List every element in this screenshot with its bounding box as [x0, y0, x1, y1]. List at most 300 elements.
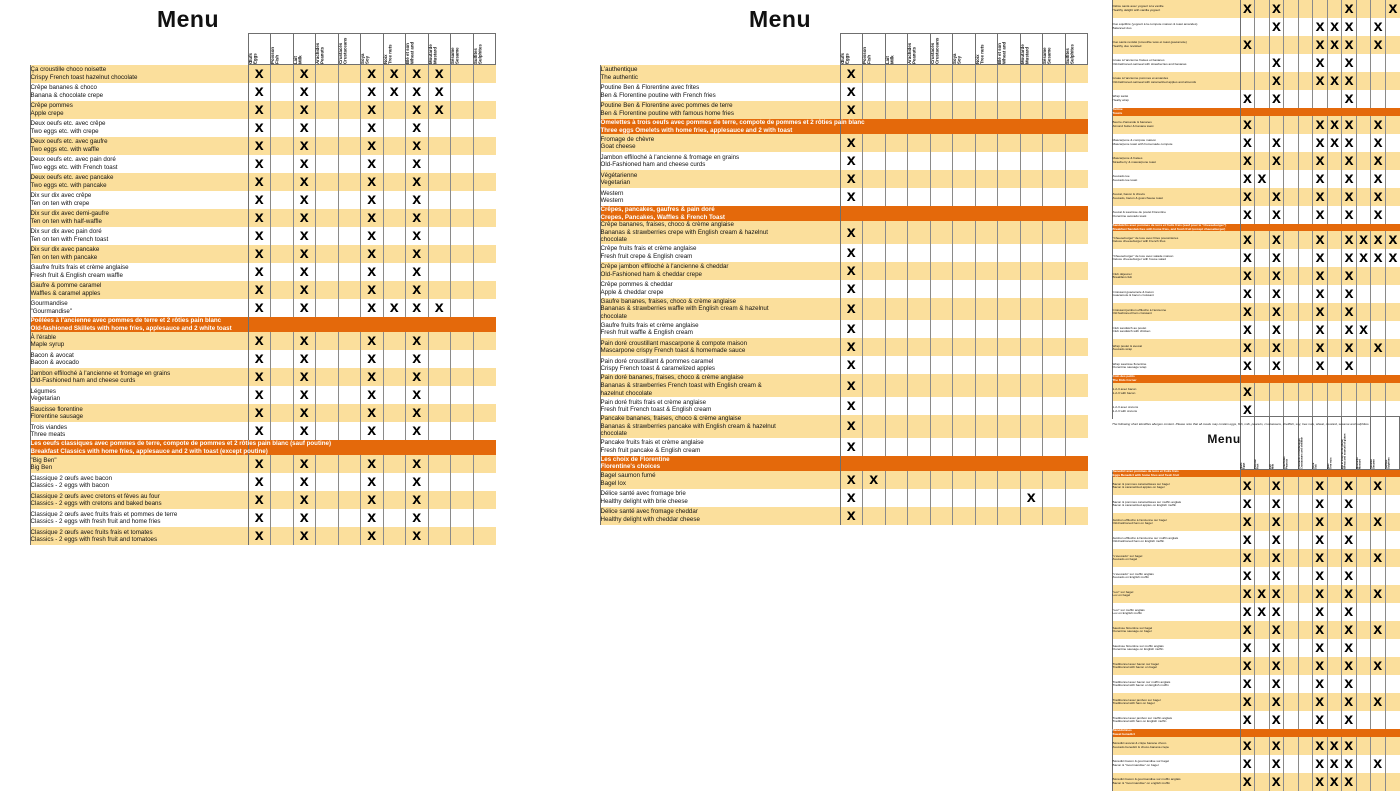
allergen-header-cell — [885, 34, 908, 65]
menu-item-label-fr: Bénédict avocat & crêpe banane choco — [1112, 741, 1167, 746]
menu-item-label-en: Breakfast Sandwiches with home fries, and fresh fruit (except cheeseburger) — [1112, 226, 1226, 231]
menu-item-name — [1112, 36, 1240, 54]
allergen-mark-cell — [1298, 531, 1313, 549]
menu-item-label-en-cont: chocolate — [600, 430, 627, 438]
allergen-mark-cell — [271, 209, 294, 227]
allergen-mark-cell: x — [361, 119, 384, 137]
allergen-mark-cell: x — [406, 368, 429, 386]
menu-item-name — [30, 386, 248, 404]
allergen-mark-cell — [383, 350, 406, 368]
allergen-mark-cell — [316, 281, 339, 299]
menu-item-name — [1112, 116, 1240, 134]
menu-item-label-fr: Les oeufs classiques avec pommes de terre, compote de pommes et 2 rôties pain blanc (sauf poutine) — [30, 440, 332, 448]
allergen-mark-cell — [1298, 639, 1313, 657]
allergen-mark-cell — [908, 280, 931, 298]
menu-item-label-en: Eggs Benedict with home fries and fresh fruit — [1112, 472, 1180, 477]
allergen-mark-cell — [1298, 603, 1313, 621]
allergen-mark-cell — [1269, 383, 1284, 401]
menu-item-name — [1112, 513, 1240, 531]
menu-item-label-en: Two eggs etc. with waffle — [30, 146, 100, 153]
table-row — [592, 101, 1088, 119]
allergen-mark-cell: x — [840, 244, 863, 262]
allergen-mark-cell — [1284, 54, 1299, 72]
menu-item-label-fr: Crêpe bananes & choco — [30, 84, 97, 92]
menu-item-label-fr: "Lox" sur muffin anglais — [1112, 607, 1145, 612]
section-label — [600, 456, 840, 471]
allergen-mark-cell — [1020, 438, 1043, 456]
allergen-mark-cell — [1020, 170, 1043, 188]
menu-item-label-en: Healthy duo revisited — [1112, 44, 1142, 48]
table-body-right-top — [1108, 0, 1400, 419]
allergen-mark-cell: x — [1342, 657, 1357, 675]
row-gutter — [592, 456, 600, 471]
allergen-mark-cell — [383, 404, 406, 422]
row-gutter — [0, 101, 30, 119]
allergen-mark-cell — [863, 83, 886, 101]
allergen-header-cell — [930, 34, 953, 65]
allergen-mark-cell — [953, 170, 976, 188]
allergen-mark-cell: x — [406, 281, 429, 299]
allergen-mark-cell: x — [1240, 90, 1255, 108]
menu-item-name — [1112, 18, 1240, 36]
menu-item-label-en: Guacamole & bacon croissant — [1112, 293, 1154, 298]
allergen-mark-cell — [1298, 549, 1313, 567]
allergen-mark-cell — [908, 221, 931, 244]
allergen-mark-cell — [271, 509, 294, 527]
allergen-mark-cell — [975, 320, 998, 338]
menu-item-label-fr: Gaufre bananes, fraises, choco & crème anglaise — [600, 297, 737, 305]
menu-item-label-fr: Gourmandise — [30, 300, 68, 308]
allergen-mark-cell — [428, 332, 451, 350]
header-row — [0, 34, 496, 65]
allergen-mark-cell — [1284, 549, 1299, 567]
allergen-label-fr: Blé et son — [405, 43, 410, 64]
menu-item-name — [30, 263, 248, 281]
allergen-mark-cell: x — [1240, 285, 1255, 303]
allergen-mark-cell: x — [248, 491, 271, 509]
menu-item-label-en: Lox on English muffin — [1112, 611, 1143, 616]
allergen-mark-cell — [975, 152, 998, 170]
allergen-mark-cell: x — [248, 455, 271, 473]
menu-item-label-en: Crispy French toast hazelnut chocolate — [30, 73, 138, 81]
allergen-mark-cell — [428, 173, 451, 191]
menu-item-label-fr: Traditionnel avec bacon sur bagel — [1112, 661, 1159, 666]
menu-item-name — [600, 65, 840, 84]
menu-item-label-fr: Pain doré fruits frais et crème anglaise — [600, 398, 707, 406]
row-gutter — [0, 191, 30, 209]
menu-item-label-fr: Fromage de chèvre — [600, 135, 655, 143]
allergen-mark-cell — [930, 507, 953, 525]
allergen-mark-cell: x — [1240, 755, 1255, 773]
allergen-mark-cell — [473, 422, 496, 440]
allergen-label-fr: Arachides — [907, 42, 912, 64]
allergen-mark-cell — [908, 152, 931, 170]
allergen-mark-cell — [1371, 711, 1386, 729]
allergen-mark-cell — [428, 227, 451, 245]
allergen-mark-cell — [975, 489, 998, 507]
allergen-mark-cell — [1298, 170, 1313, 188]
allergen-mark-cell: x — [293, 83, 316, 101]
allergen-mark-cell: x — [1240, 0, 1255, 18]
allergen-mark-cell — [473, 65, 496, 84]
allergen-mark-cell: x — [1342, 675, 1357, 693]
allergen-mark-cell — [451, 332, 474, 350]
allergen-mark-cell — [1385, 549, 1400, 567]
allergen-mark-cell — [885, 489, 908, 507]
allergen-mark-cell: x — [1342, 549, 1357, 567]
allergen-mark-cell: x — [1269, 152, 1284, 170]
allergen-label-en: Eggs — [1242, 462, 1246, 470]
allergen-mark-cell — [271, 527, 294, 545]
allergen-mark-cell — [953, 471, 976, 489]
allergen-mark-cell — [1356, 531, 1371, 549]
allergen-mark-cell — [953, 507, 976, 525]
allergen-mark-cell: x — [293, 155, 316, 173]
allergen-mark-cell — [1065, 170, 1088, 188]
allergen-mark-cell — [1043, 221, 1066, 244]
allergen-mark-cell — [998, 280, 1021, 298]
menu-item-label-en: Florentine's choices — [600, 463, 661, 471]
menu-item-label-en: Old-fashioned oatmeal with strawberries and bananas — [1112, 62, 1187, 66]
allergen-mark-cell — [930, 152, 953, 170]
allergen-mark-cell: x — [293, 191, 316, 209]
allergen-label-fr: Sulfites — [1064, 48, 1070, 64]
menu-item-name — [1112, 737, 1240, 755]
allergen-mark-cell — [1327, 585, 1342, 603]
allergen-mark-cell: x — [1240, 357, 1255, 375]
row-gutter — [0, 227, 30, 245]
allergen-mark-cell — [908, 438, 931, 456]
allergen-mark-cell — [1065, 507, 1088, 525]
allergen-mark-cell: x — [1342, 495, 1357, 513]
allergen-mark-cell — [998, 471, 1021, 489]
allergen-label-fr: Œufs — [247, 53, 253, 64]
allergen-mark-cell — [271, 281, 294, 299]
allergen-mark-cell: x — [1371, 206, 1386, 224]
allergen-mark-cell — [473, 137, 496, 155]
allergen-mark-cell — [1255, 36, 1270, 54]
allergen-mark-cell: x — [840, 221, 863, 244]
allergen-mark-cell: x — [1342, 206, 1357, 224]
menu-item-label-en: Three meats — [30, 431, 66, 439]
menu-item-name — [1112, 531, 1240, 549]
allergen-mark-cell: x — [1371, 134, 1386, 152]
allergen-mark-cell — [998, 438, 1021, 456]
allergen-header-cell — [998, 34, 1021, 65]
menu-item-label-fr: Deux oeufs etc. avec pancake — [30, 174, 114, 182]
allergen-mark-cell — [473, 455, 496, 473]
allergen-label-en: Wheat and — [409, 41, 415, 64]
allergen-mark-cell — [885, 83, 908, 101]
table-row — [0, 527, 496, 545]
allergen-mark-cell: x — [1269, 285, 1284, 303]
allergen-label-fr: Poisson — [270, 46, 275, 64]
allergen-mark-cell — [908, 65, 931, 84]
allergen-mark-cell — [1255, 621, 1270, 639]
allergen-mark-cell — [953, 438, 976, 456]
allergen-mark-cell — [885, 101, 908, 119]
menu-item-label-en: Big Ben — [30, 464, 53, 472]
allergen-mark-cell — [1371, 303, 1386, 321]
allergen-mark-cell: x — [1269, 90, 1284, 108]
menu-item-label-en: Ten on ten with crepe — [30, 200, 90, 207]
allergen-mark-cell — [885, 221, 908, 244]
allergen-mark-cell — [930, 262, 953, 280]
allergen-mark-cell: x — [1313, 585, 1328, 603]
table-row — [1108, 249, 1400, 267]
allergen-mark-cell — [1385, 657, 1400, 675]
menu-item-label-fr: Poêlées à l'ancienne avec pommes de terre et 2 rôties pain blanc — [30, 317, 222, 324]
allergen-mark-cell — [953, 397, 976, 415]
allergen-mark-cell — [383, 281, 406, 299]
section-marks-span — [1240, 224, 1400, 232]
allergen-mark-cell — [338, 119, 361, 137]
menu-item-label-en: Deluxe cheeseburger with French fries — [1112, 239, 1166, 244]
allergen-mark-cell — [1298, 675, 1313, 693]
allergen-mark-cell: x — [406, 350, 429, 368]
menu-item-name — [1112, 285, 1240, 303]
allergen-mark-cell — [1385, 18, 1400, 36]
allergen-mark-cell: x — [1269, 773, 1284, 791]
allergen-mark-cell — [863, 221, 886, 244]
menu-item-label-en: Toasts — [1112, 110, 1123, 115]
allergen-mark-cell — [1356, 675, 1371, 693]
allergen-mark-cell — [1020, 221, 1043, 244]
menu-item-label-fr: Bacon & pommes caramélisées sur bagel — [1112, 481, 1170, 486]
allergen-mark-cell — [1255, 206, 1270, 224]
row-gutter — [0, 173, 30, 191]
menu-item-label-fr: Crêpe bananes, fraises, choco & crème anglaise — [600, 221, 734, 229]
allergen-mark-cell: x — [293, 473, 316, 491]
allergen-mark-cell: x — [361, 491, 384, 509]
menu-item-name — [30, 191, 248, 209]
menu-item-label-fr: Mascarpone & fraises — [1112, 155, 1143, 160]
allergen-mark-cell — [428, 245, 451, 263]
allergen-mark-cell: x — [1327, 755, 1342, 773]
allergen-mark-cell: x — [840, 507, 863, 525]
allergen-mark-cell: x — [361, 209, 384, 227]
allergen-mark-cell: x — [1313, 755, 1328, 773]
allergen-mark-cell — [451, 386, 474, 404]
menu-item-label-en: 1-2-3 with bacon — [1112, 391, 1136, 396]
allergen-mark-cell: x — [248, 227, 271, 245]
allergen-mark-cell — [316, 368, 339, 386]
menu-item-name — [1112, 585, 1240, 603]
allergen-mark-cell — [885, 262, 908, 280]
allergen-label-fr: Sésame — [1042, 47, 1047, 64]
menu-item-label-en: Apple crepe — [30, 110, 64, 117]
allergen-mark-cell — [451, 155, 474, 173]
table-row — [592, 320, 1088, 338]
allergen-mark-cell — [1327, 621, 1342, 639]
menu-item-label-en: Ben & Florentine poutine with famous home fries — [600, 110, 734, 117]
allergen-mark-cell — [1065, 134, 1088, 152]
allergen-mark-cell: x — [1371, 513, 1386, 531]
allergen-mark-cell — [1327, 549, 1342, 567]
row-gutter — [592, 507, 600, 525]
allergen-mark-cell — [271, 350, 294, 368]
table-row — [592, 134, 1088, 152]
allergen-mark-cell — [1255, 339, 1270, 357]
allergen-mark-cell — [1327, 639, 1342, 657]
allergen-mark-cell — [1385, 675, 1400, 693]
allergen-mark-cell — [1356, 36, 1371, 54]
allergen-mark-cell: x — [406, 173, 429, 191]
allergen-mark-cell: x — [406, 155, 429, 173]
allergen-mark-cell — [1020, 298, 1043, 321]
menu-item-label-en: Classics - 2 eggs with fresh fruit and home fries — [30, 518, 161, 526]
allergen-mark-cell — [473, 155, 496, 173]
allergen-mark-cell — [1356, 693, 1371, 711]
table-row — [0, 299, 496, 317]
allergen-mark-cell — [428, 350, 451, 368]
menu-item-label-en: Fresh fruit pancake & English cream — [600, 446, 701, 454]
row-gutter — [592, 119, 600, 134]
allergen-mark-cell: x — [1269, 755, 1284, 773]
allergen-mark-cell: x — [293, 422, 316, 440]
allergen-mark-cell: x — [361, 281, 384, 299]
allergen-mark-cell: x — [1342, 303, 1357, 321]
allergen-mark-cell — [975, 262, 998, 280]
menu-item-label-fr: Délice santé avec fromage cheddar — [600, 508, 698, 516]
menu-item-label-fr: Omelettes à trois oeufs avec pommes de terre, compote de pommes et 2 rôties pain blanc — [600, 119, 865, 126]
allergen-mark-cell — [451, 509, 474, 527]
menu-item-label-fr: Avocat & saucisse de poulet Florentine — [1112, 209, 1166, 214]
allergen-mark-cell — [863, 65, 886, 84]
allergen-mark-cell — [885, 415, 908, 438]
allergen-mark-cell — [1255, 675, 1270, 693]
table-row — [592, 83, 1088, 101]
allergen-mark-cell — [1255, 773, 1270, 791]
allergen-label-fr: Noix — [1326, 463, 1330, 470]
section-label — [600, 119, 865, 134]
allergen-mark-cell — [338, 191, 361, 209]
allergen-mark-cell: x — [1313, 321, 1328, 339]
allergen-mark-cell — [1385, 339, 1400, 357]
allergen-mark-cell — [1255, 549, 1270, 567]
menu-item-name — [600, 320, 840, 338]
allergen-mark-cell — [1065, 438, 1088, 456]
allergen-mark-cell: x — [1313, 134, 1328, 152]
allergen-mark-cell: x — [1342, 134, 1357, 152]
row-gutter — [0, 65, 30, 84]
allergen-header-cell — [271, 34, 294, 65]
allergen-header-cell — [361, 34, 384, 65]
menu-item-label-fr: "L'avocado" sur muffin anglais — [1112, 571, 1154, 576]
menu-item-label-en: Florentine avocado toast — [1112, 213, 1147, 218]
allergen-mark-cell — [1255, 737, 1270, 755]
allergen-mark-cell — [1255, 383, 1270, 401]
allergen-mark-cell — [1255, 693, 1270, 711]
allergen-mark-cell — [383, 173, 406, 191]
allergen-mark-cell — [271, 299, 294, 317]
allergen-mark-cell: x — [1269, 18, 1284, 36]
table-row — [0, 119, 496, 137]
allergen-mark-cell: x — [1327, 134, 1342, 152]
menu-item-name — [1112, 711, 1240, 729]
allergen-mark-cell — [1327, 711, 1342, 729]
menu-item-label-en: Vegetarian — [30, 395, 61, 403]
allergen-mark-cell — [1255, 495, 1270, 513]
allergen-mark-cell — [1043, 397, 1066, 415]
table-row — [0, 173, 496, 191]
allergen-mark-cell — [1385, 603, 1400, 621]
allergen-mark-cell — [998, 356, 1021, 374]
menu-item-name — [1112, 90, 1240, 108]
allergen-mark-cell — [975, 280, 998, 298]
allergen-header-cell — [293, 34, 316, 65]
menu-item-label-fr: Sandwichs avec pommes de terre et fruits frais (sauf pour le "cheeseburger") — [1112, 222, 1227, 227]
allergen-mark-cell — [316, 473, 339, 491]
menu-item-label-en: Mascarpone crispy French toast & homemade sauce — [600, 347, 746, 355]
allergen-mark-cell — [908, 507, 931, 525]
allergen-mark-cell — [953, 65, 976, 84]
allergen-mark-cell — [1284, 621, 1299, 639]
menu-item-label-fr: 1-2-3 avec cretons — [1112, 405, 1139, 410]
table-row — [1108, 90, 1400, 108]
allergen-header-cell — [1065, 34, 1088, 65]
allergen-mark-cell: x — [406, 209, 429, 227]
menu-item-label-en: Old-Fashioned ham on English muffin — [1112, 539, 1165, 544]
allergen-mark-cell — [1356, 495, 1371, 513]
allergen-mark-cell: x — [1240, 206, 1255, 224]
menu-item-label-en: Bananas & strawberries crepe with English cream & hazelnut — [600, 228, 768, 236]
allergen-mark-cell — [473, 368, 496, 386]
menu-item-label-en: Old-Fashioned ham on bagel — [1112, 521, 1153, 526]
allergen-mark-cell — [1255, 513, 1270, 531]
menu-item-name — [600, 356, 840, 374]
row-gutter — [592, 134, 600, 152]
allergen-mark-cell — [1255, 231, 1270, 249]
allergen-header-cell — [473, 34, 496, 65]
allergen-mark-cell: x — [1313, 249, 1328, 267]
menu-item-label-en: Bacon & caramelized apples on bagel — [1112, 485, 1165, 490]
allergen-mark-cell — [975, 338, 998, 356]
menu-item-label-fr: Gaufre & pomme caramel — [30, 282, 102, 290]
table-row — [1108, 675, 1400, 693]
allergen-mark-cell: x — [1269, 339, 1284, 357]
allergen-mark-cell — [271, 455, 294, 473]
allergen-mark-cell: x — [361, 386, 384, 404]
allergen-mark-cell — [930, 356, 953, 374]
allergen-mark-cell: x — [1371, 36, 1386, 54]
allergen-mark-cell: x — [840, 338, 863, 356]
allergen-mark-cell: x — [1356, 249, 1371, 267]
allergen-mark-cell — [1255, 18, 1270, 36]
allergen-mark-cell: x — [293, 332, 316, 350]
allergen-mark-cell: x — [1313, 657, 1328, 675]
allergen-mark-cell — [908, 397, 931, 415]
menu-item-label-fr: Pain doré croustillant & pommes caramel — [600, 357, 714, 365]
allergen-mark-cell — [451, 173, 474, 191]
allergen-mark-cell — [1284, 755, 1299, 773]
allergen-label-en: Tree nuts — [387, 44, 393, 64]
allergen-mark-cell: x — [1269, 639, 1284, 657]
allergen-mark-cell: x — [1269, 477, 1284, 495]
allergen-mark-cell — [998, 170, 1021, 188]
allergen-mark-cell — [885, 244, 908, 262]
allergen-mark-cell — [1385, 357, 1400, 375]
allergen-mark-cell — [1284, 321, 1299, 339]
allergen-label-en: Crustaceans — [934, 37, 940, 64]
allergen-mark-cell — [1327, 249, 1342, 267]
table-row — [1108, 773, 1400, 791]
allergen-mark-cell: x — [1240, 657, 1255, 675]
menu-item-label-en: Club sandwich with chicken — [1112, 329, 1151, 334]
allergen-mark-cell — [1298, 267, 1313, 285]
allergen-mark-cell — [1356, 755, 1371, 773]
allergen-mark-cell — [1284, 495, 1299, 513]
